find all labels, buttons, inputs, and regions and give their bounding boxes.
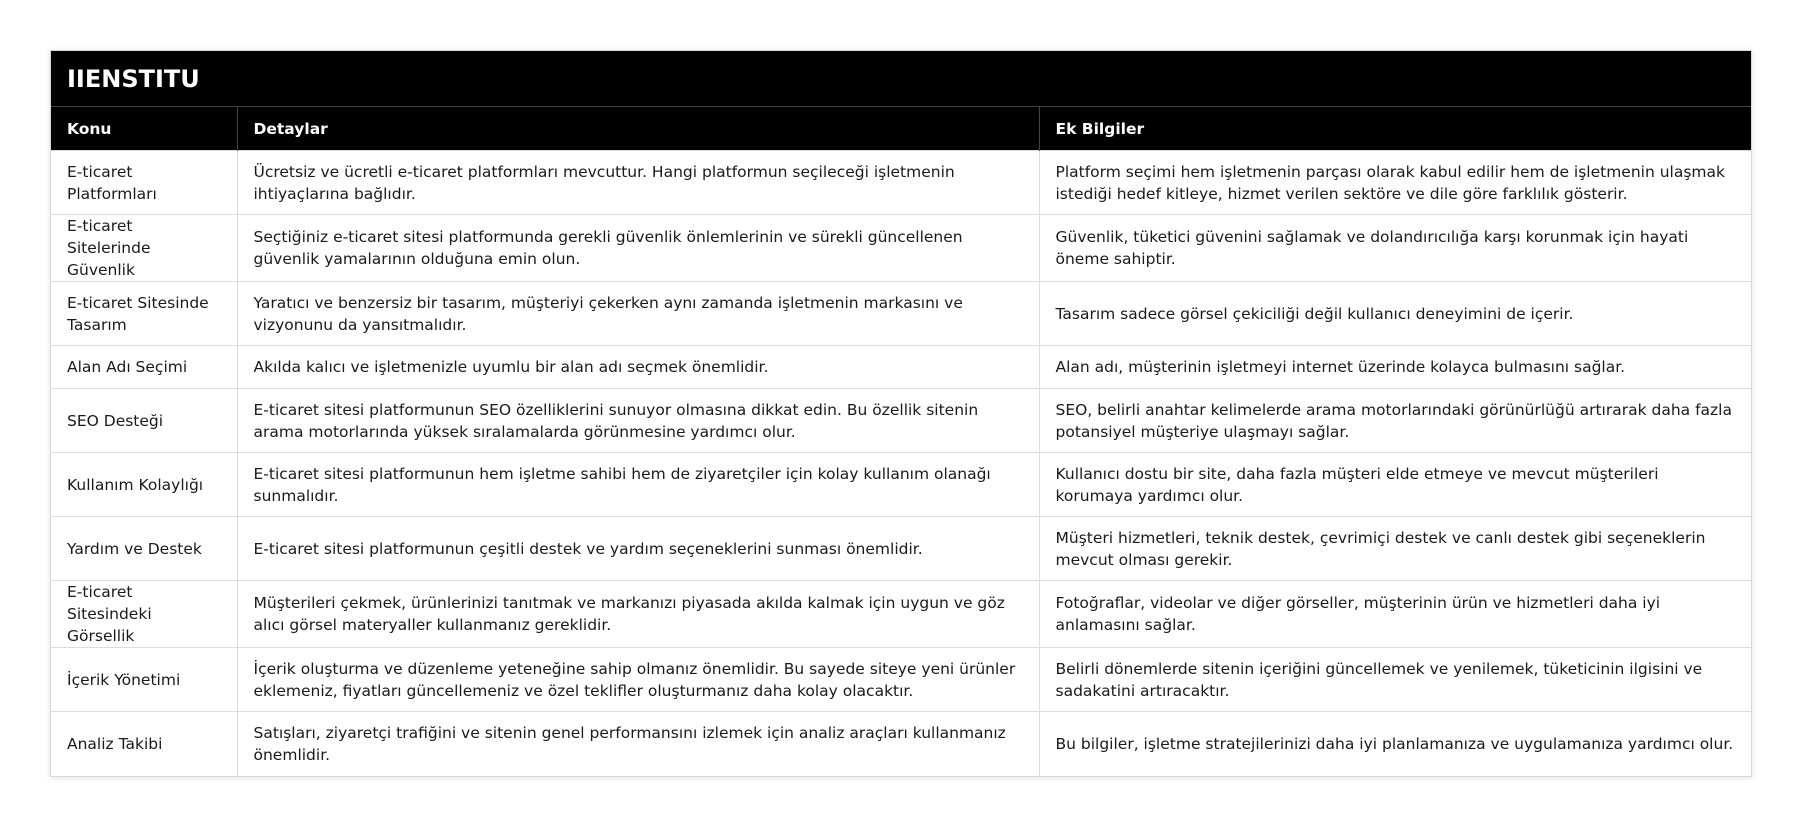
header-topic: Konu (51, 107, 237, 151)
table-row (51, 517, 1751, 581)
cell-topic: E-ticaret Sitesindeki Görsellik (51, 581, 237, 648)
cell-extra: Tasarım sadece görsel çekiciliği değil kullanıcı deneyimini de içerir. (1039, 282, 1751, 346)
cell-details: Seçtiğiniz e-ticaret sitesi platformunda gerekli güvenlik önlemlerinin ve sürekli güncellenen güvenlik yamalarının olduğuna emin olun. (237, 215, 1039, 282)
cell-topic: SEO Desteği (51, 389, 237, 453)
header-extra-info: Ek Bilgiler (1039, 107, 1751, 151)
table-title: IIENSTITU (51, 51, 1751, 107)
cell-topic: İçerik Yönetimi (51, 648, 237, 712)
cell-topic: Alan Adı Seçimi (51, 346, 237, 389)
info-table-container (50, 50, 1752, 777)
cell-details: E-ticaret sitesi platformunun çeşitli destek ve yardım seçeneklerini sunması önemlidir. (237, 517, 1039, 581)
cell-extra: SEO, belirli anahtar kelimelerde arama motorlarındaki görünürlüğü artırarak daha fazla potansiyel müşteriye ulaşmayı sağlar. (1039, 389, 1751, 453)
cell-extra: Bu bilgiler, işletme stratejilerinizi daha iyi planlamanıza ve uygulamanıza yardımcı olur. (1039, 712, 1751, 776)
cell-details: Müşterileri çekmek, ürünlerinizi tanıtmak ve markanızı piyasada akılda kalmak için uygun ve göz alıcı görsel materyaller kullanmanız gereklidir. (237, 581, 1039, 648)
table-row (51, 151, 1751, 215)
cell-extra: Fotoğraflar, videolar ve diğer görseller, müşterinin ürün ve hizmetleri daha iyi anlamasını sağlar. (1039, 581, 1751, 648)
cell-topic: E-ticaret Platformları (51, 151, 237, 215)
table-row (51, 648, 1751, 712)
header-details: Detaylar (237, 107, 1039, 151)
cell-topic: E-ticaret Sitelerinde Güvenlik (51, 215, 237, 282)
table-row (51, 712, 1751, 776)
table-row (51, 346, 1751, 389)
cell-topic: Kullanım Kolaylığı (51, 453, 237, 517)
cell-extra: Güvenlik, tüketici güvenini sağlamak ve dolandırıcılığa karşı korunmak için hayati öneme sahiptir. (1039, 215, 1751, 282)
cell-details: Akılda kalıcı ve işletmenizle uyumlu bir alan adı seçmek önemlidir. (237, 346, 1039, 389)
cell-topic: E-ticaret Sitesinde Tasarım (51, 282, 237, 346)
cell-details: Yaratıcı ve benzersiz bir tasarım, müşteriyi çekerken aynı zamanda işletmenin markasını ve vizyonunu da yansıtmalıdır. (237, 282, 1039, 346)
cell-details: Ücretsiz ve ücretli e-ticaret platformları mevcuttur. Hangi platformun seçileceği işletmenin ihtiyaçlarına bağlıdır. (237, 151, 1039, 215)
table-row (51, 581, 1751, 648)
cell-topic: Analiz Takibi (51, 712, 237, 776)
cell-details: E-ticaret sitesi platformunun SEO özelliklerini sunuyor olmasına dikkat edin. Bu özellik sitenin arama motorlarında yüksek sıralamalarda görünmesine yardımcı olur. (237, 389, 1039, 453)
table-row (51, 389, 1751, 453)
cell-topic: Yardım ve Destek (51, 517, 237, 581)
table-row (51, 215, 1751, 282)
info-table (51, 51, 1751, 776)
table-row (51, 453, 1751, 517)
table-row (51, 282, 1751, 346)
cell-extra: Kullanıcı dostu bir site, daha fazla müşteri elde etmeye ve mevcut müşterileri korumaya yardımcı olur. (1039, 453, 1751, 517)
cell-extra: Platform seçimi hem işletmenin parçası olarak kabul edilir hem de işletmenin ulaşmak istediği hedef kitleye, hizmet verilen sektöre ve dile göre farklılık gösterir. (1039, 151, 1751, 215)
cell-details: E-ticaret sitesi platformunun hem işletme sahibi hem de ziyaretçiler için kolay kullanım olanağı sunmalıdır. (237, 453, 1039, 517)
cell-extra: Alan adı, müşterinin işletmeyi internet üzerinde kolayca bulmasını sağlar. (1039, 346, 1751, 389)
cell-extra: Müşteri hizmetleri, teknik destek, çevrimiçi destek ve canlı destek gibi seçeneklerin mevcut olması gerekir. (1039, 517, 1751, 581)
cell-details: İçerik oluşturma ve düzenleme yeteneğine sahip olmanız önemlidir. Bu sayede siteye yeni ürünler eklemeniz, fiyatları güncellemeniz ve özel teklifler oluşturmanız daha kolay olacaktır. (237, 648, 1039, 712)
cell-details: Satışları, ziyaretçi trafiğini ve sitenin genel performansını izlemek için analiz araçları kullanmanız önemlidir. (237, 712, 1039, 776)
cell-extra: Belirli dönemlerde sitenin içeriğini güncellemek ve yenilemek, tüketicinin ilgisini ve sadakatini artıracaktır. (1039, 648, 1751, 712)
